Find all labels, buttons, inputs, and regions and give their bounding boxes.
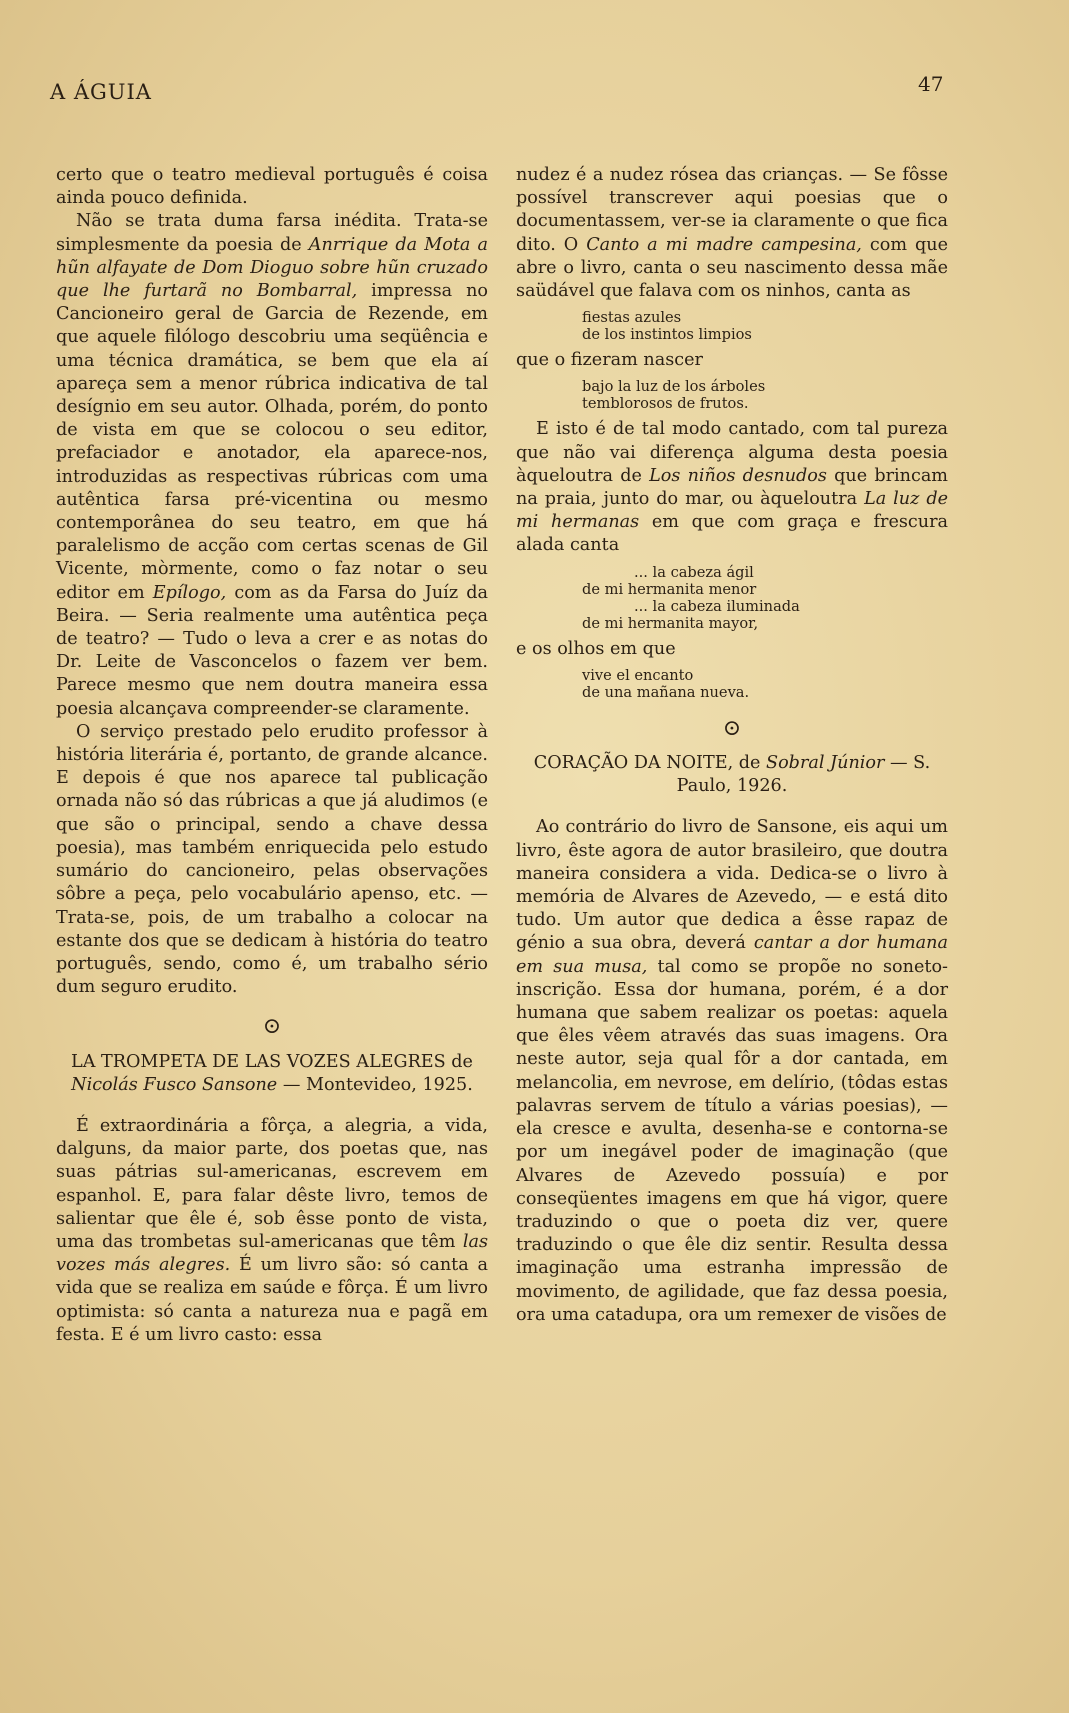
- italic-title: las vozes más alegres.: [56, 1231, 488, 1276]
- text-run: impressa no Cancioneiro geral de Garcia de Rezende, em que aquele filólogo descobriu uma seqüência e uma técnica dramática, se bem que ela aí apareça sem a menor rúbrica indicativa de tal desígnio em seu autor. Olhada, porém, do ponto de vista em que se colocou o seu editor, prefaciador e anotador, ela aparece-nos, introduzidas as respectivas rúbricas com uma autêntica farsa pré-vicentina ou mesmo contemporânea do seu teatro, em que há paralelismo de acção com certas scenas de Gil Vicente, mòrmente, como o faz notar o seu editor em: [56, 281, 488, 603]
- page-number: 47: [918, 72, 944, 96]
- heading-text: CORAÇÃO DA NOITE, de: [533, 753, 767, 774]
- journal-title: A ÁGUIA: [50, 80, 152, 104]
- paragraph: e os olhos em que: [516, 638, 676, 659]
- verse-line: de mi hermanita menor: [582, 580, 757, 598]
- verse-quote: [582, 564, 948, 632]
- section-separator-icon: ⊙: [722, 715, 742, 741]
- heading-text: LA TROMPETA DE LAS VOZES ALEGRES de: [71, 1051, 473, 1072]
- verse-line: ... la cabeza iluminada: [634, 597, 800, 615]
- author-name: Sobral Júnior: [766, 753, 885, 774]
- text-run: que brincam na praia, junto do mar, ou àqueloutra: [516, 465, 948, 510]
- italic-title: Los niños desnudos: [649, 465, 827, 486]
- verse-line: de una mañana nueva.: [582, 683, 750, 701]
- paragraph: certo que o teatro medieval português é coisa ainda pouco definida.: [56, 165, 488, 209]
- section-separator-icon: ⊙: [262, 1014, 282, 1040]
- paragraph: [516, 164, 948, 303]
- verse-line: temblorosos de frutos.: [582, 395, 749, 413]
- heading-text: — Montevideo, 1925.: [277, 1074, 473, 1095]
- review-heading: [526, 752, 938, 798]
- text-run: com que abre o livro, canta o seu nascimento dessa mãe saüdável que falava com os ninhos, canta as: [516, 234, 948, 302]
- text-run: É extraordinária a fôrça, a alegria, a vida, dalguns, da maior parte, dos poetas que, nas suas pátrias sul-americanas, escrevem em espanhol. E, para falar dêste livro, temos de salientar que êle é, sob êsse ponto de vista, uma das trombetas sul-americanas que têm: [56, 1115, 488, 1252]
- text-run: É um livro são: só canta a vida que se realiza em saúde e fôrça. É um livro optimista: só canta a natureza nua e pagã em festa. E é um livro casto: essa: [56, 1255, 488, 1345]
- paragraph: [516, 816, 948, 1326]
- text-run: Ao contrário do livro de Sansone, eis aqui um livro, êste agora de autor brasileiro, que doutra maneira considera a vida. Dedica-se o livro à memória de Alvares de Azevedo, — e está dito tudo. Um autor que dedica a êsse rapaz de génio a sua obra, deverá: [516, 817, 948, 954]
- text-run: com as da Farsa do Juíz da Beira. — Seria realmente uma autêntica peça de teatro? — Tudo o leva a crer e as notas do Dr. Leite de Vasconcelos o fazem ver bem. Parece mesmo que nem doutra maneira essa poesia alcançava compreender-se claramente.: [56, 582, 488, 719]
- review-heading: [66, 1051, 478, 1097]
- paragraph: [56, 1115, 488, 1347]
- text-run: E isto é de tal modo cantado, com tal pureza que não vai diferença alguma desta poesia àqueloutra de: [516, 419, 948, 486]
- verse-line: de los instintos limpios: [582, 326, 752, 344]
- paragraph: que o fizeram nascer: [516, 350, 703, 371]
- paragraph: O serviço prestado pelo erudito professor à história literária é, portanto, de grande alcance. E depois é que nos aparece tal publicação ornada não só das rúbricas a que já aludimos (e que são o principal, sendo a chave dessa poesia), mas também enriquecida pelo estudo sumário do cancioneiro, pelas observações sôbre a peça, pelo vocabulário apenso, etc. — Trata-se, pois, de um trabalho a colocar na estante dos que se dedicam à história do teatro português, sendo, como é, um trabalho sério dum seguro erudito.: [56, 721, 488, 998]
- italic-title: Epílogo,: [152, 582, 227, 603]
- paragraph: [56, 210, 488, 720]
- verse-line: bajo la luz de los árboles: [582, 378, 766, 396]
- verse-quote: [582, 309, 948, 343]
- verse-quote: [582, 378, 948, 412]
- italic-title: Canto a mi madre campesina,: [586, 234, 862, 255]
- text-run: tal como se propõe no soneto-inscrição. Essa dor humana, porém, é a dor humana que sabem realizar os poetas: aquela que êles vêem através das suas imagens. Ora neste autor, seja qual fôr a dor cantada, em melancolia, em nevrose, em delírio, (tôdas estas palavras servem de título a várias poesias), — ela cresce e avulta, desenha-se e contorna-se por um inegável poder de imaginação (que Alvares de Azevedo possuía) e por conseqüentes imagens em que há vigor, quere traduzindo o que o poeta diz ver, quere traduzindo o que êle diz sentir. Resulta dessa imaginação uma estranha impressão de movimento, de agilidade, que faz dessa poesia, ora uma catadupa, ora um remexer de visões de: [516, 956, 948, 1325]
- italic-title: Anrrique da Mota a hũn alfayate de Dom Dioguo sobre hũn cruzado que lhe furtarã no Bombarral,: [56, 234, 488, 302]
- left-column: [56, 164, 488, 1347]
- verse-line: vive el encanto: [582, 666, 694, 684]
- italic-title: La luz de mi hermanas: [516, 489, 949, 533]
- paragraph: [516, 418, 948, 557]
- right-column: [516, 164, 948, 1327]
- verse-line: ... la cabeza ágil: [634, 563, 754, 581]
- author-name: Nicolás Fusco Sansone: [71, 1074, 278, 1095]
- text-run: em que com graça e frescura alada canta: [516, 512, 948, 556]
- verse-line: de mi hermanita mayor,: [582, 614, 759, 632]
- text-run: nudez é a nudez rósea das crianças. — Se fôsse possível transcrever aqui poesias que o documentassem, ver-se ia claramente o que fica dito. O: [516, 165, 948, 255]
- text-run: Não se trata duma farsa inédita. Trata-se simplesmente da poesia de: [56, 211, 488, 255]
- verse-quote: [582, 667, 948, 701]
- heading-text: — S. Paulo, 1926.: [676, 753, 931, 797]
- verse-line: fiestas azules: [582, 309, 682, 327]
- italic-title: cantar a dor humana em sua musa,: [516, 933, 948, 977]
